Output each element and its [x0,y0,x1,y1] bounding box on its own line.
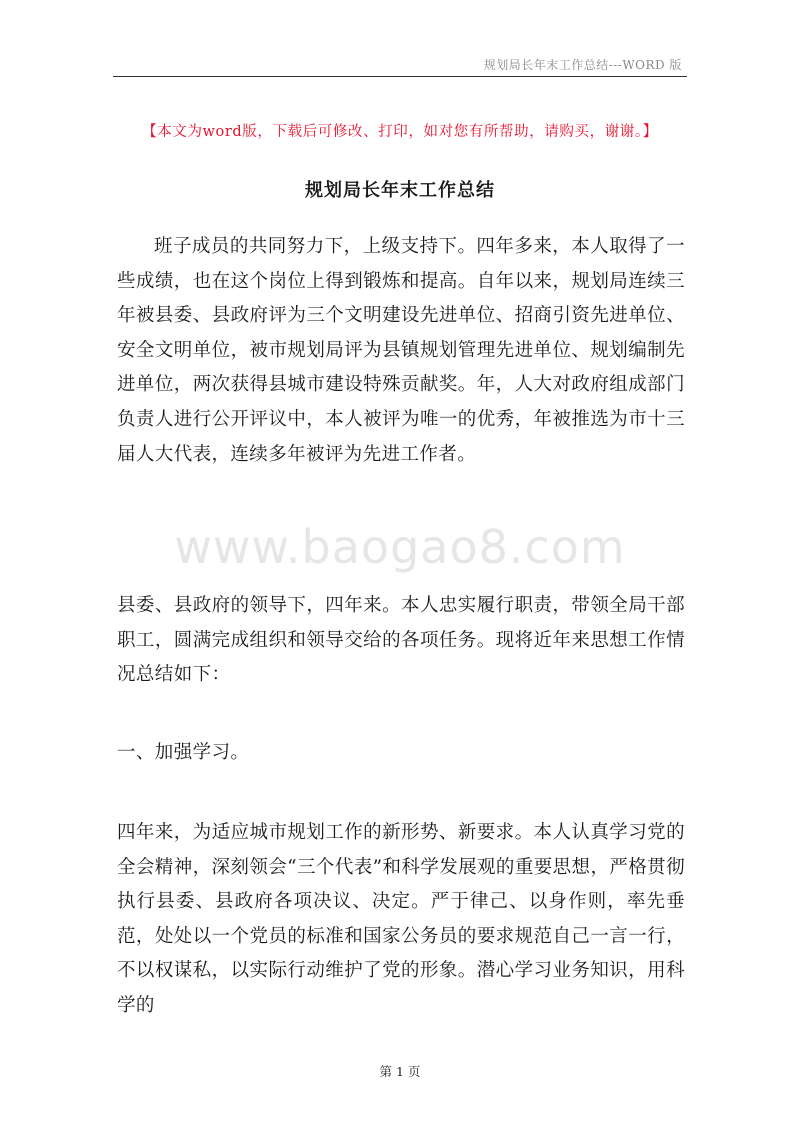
body-paragraph-2: 县委、县政府的领导下，四年来。本人忠实履行职责，带领全局干部职工，圆满完成组织和领导交给的各项任务。现将近年来思想工作情况总结如下： [117,595,685,686]
document-title: 规划局长年末工作总结 [305,180,495,201]
section-heading-1: 一、加强学习。 [117,742,250,763]
purchase-notice: 【本文为word版，下载后可修改、打印，如对您有所帮助，请购买，谢谢。】 [142,124,658,140]
page-number: 第 1 页 [379,1064,421,1079]
header-divider [113,76,687,77]
body-paragraph-3: 四年来，为适应城市规划工作的新形势、新要求。本人认真学习党的全会精神，深刻领会“三个代表”和科学发展观的重要思想，严格贯彻执行县委、县政府各项决议、决定。严于律己、以身作则，率先垂范，处处以一个党员的标准和国家公务员的要求规范自己一言一行，不以权谋私，以实际行动维护了党的形象。潜心学习业务知识，用科学的 [117,822,685,1016]
running-header: 规划局长年末工作总结---WORD 版 [483,58,682,72]
watermark: www.baogao8.com [174,520,626,574]
body-paragraph-1: 班子成员的共同努力下，上级支持下。四年多来，本人取得了一些成绩，也在这个岗位上得到锻炼和提高。自年以来，规划局连续三年被县委、县政府评为三个文明建设先进单位、招商引资先进单位、安全文明单位，被市规划局评为县镇规划管理先进单位、规划编制先进单位，两次获得县城市建设特殊贡献奖。年，人大对政府组成部门负责人进行公开评议中，本人被评为唯一的优秀，年被推选为市十三届人大代表，连续多年被评为先进工作者。 [117,236,685,465]
